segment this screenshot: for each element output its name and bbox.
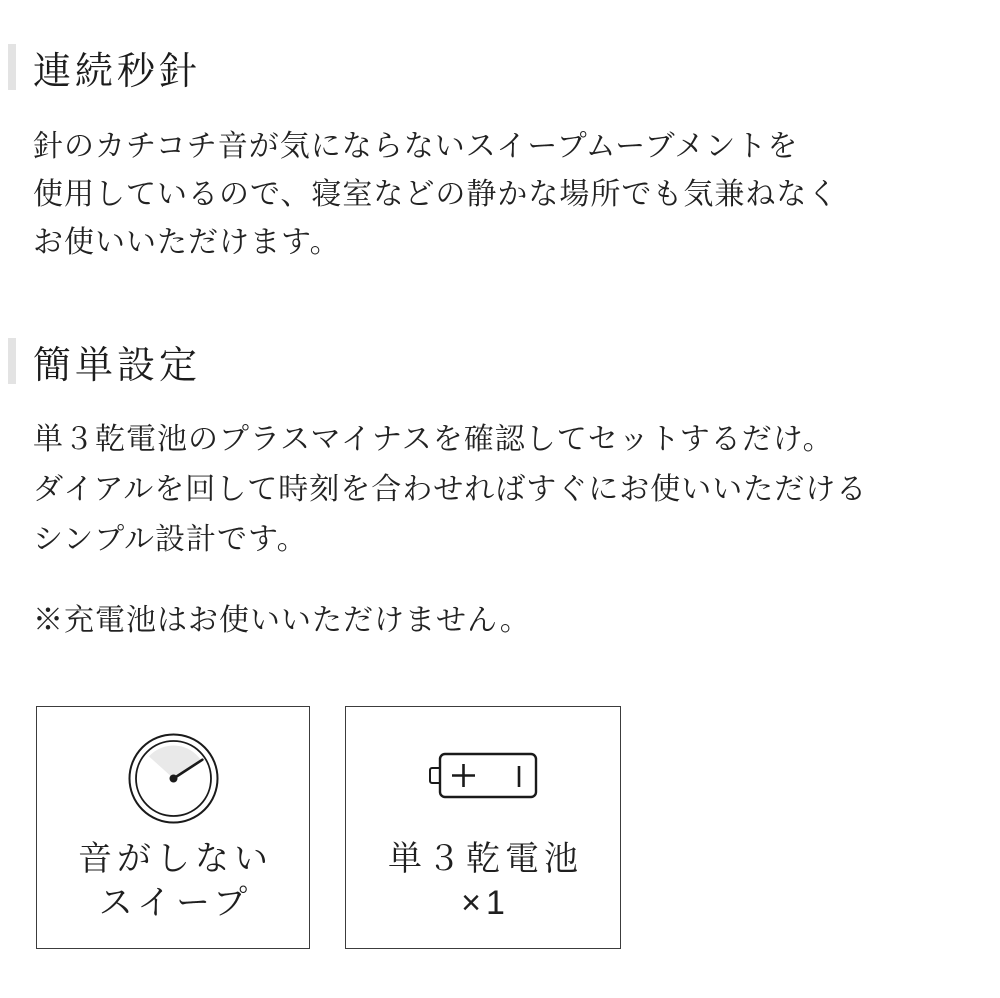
section-heading-easy-setting [8, 338, 202, 387]
feature-label-line: 音がしない [78, 840, 273, 878]
body-line: 単３乾電池のプラスマイナスを確認してセットするだけ。 [33, 423, 834, 456]
body-line: ダイアルを回して時刻を合わせればすぐにお使いいただける [33, 473, 868, 506]
feature-label [346, 837, 620, 925]
heading-accent-bar [8, 338, 16, 384]
section-heading-continuous-second-hand [8, 44, 202, 93]
heading-accent-bar [8, 44, 16, 90]
body-line: 使用しているので、寝室などの静かな場所でも気兼ねなく [33, 178, 839, 211]
section-body-paragraph [33, 123, 838, 267]
body-line: シンプル設計です。 [33, 523, 308, 556]
body-line: 針のカチコチ音が気にならないスイープムーブメントを [33, 130, 799, 163]
section-body-paragraph [33, 415, 867, 565]
feature-label [37, 837, 309, 925]
section-heading-text: 簡単設定 [33, 344, 202, 387]
feature-box-battery [345, 706, 621, 949]
body-line: お使いいただけます。 [33, 226, 341, 259]
section-heading-text: 連続秒針 [33, 50, 202, 93]
rechargeable-battery-note: ※充電池はお使いいただけません。 [33, 604, 531, 637]
aa-battery-icon [346, 747, 622, 811]
feature-label-line: 単３乾電池 [388, 840, 583, 878]
feature-box-silent-sweep [36, 706, 310, 949]
feature-label-line: スイープ [98, 884, 253, 922]
feature-label-line: ×1 [461, 884, 510, 922]
sweep-clock-icon [37, 723, 311, 835]
